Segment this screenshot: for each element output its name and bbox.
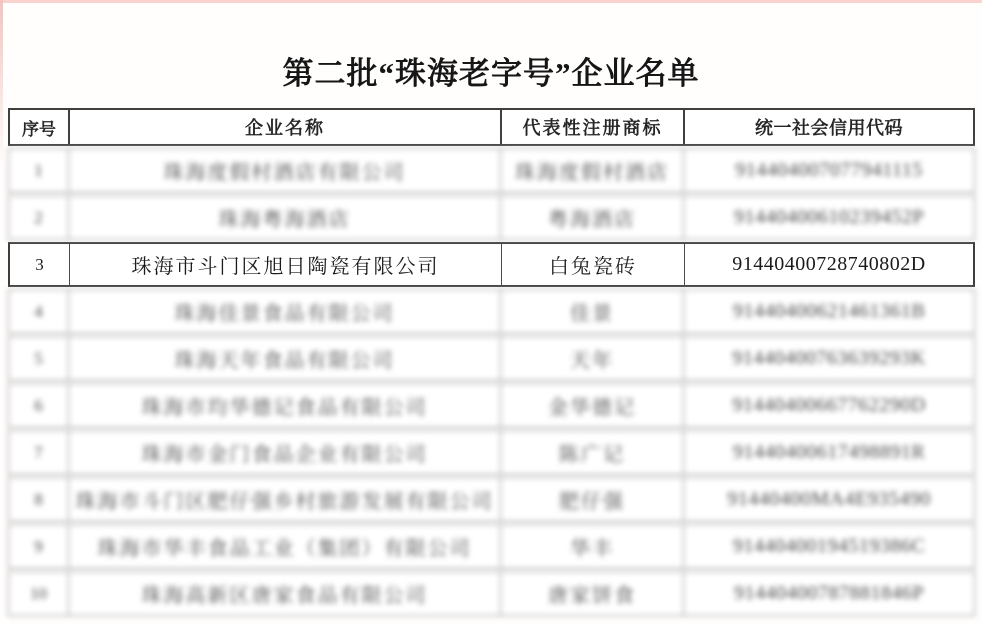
- cell-company-name: 珠海高新区唐家食品有限公司: [69, 572, 501, 615]
- cell-company-name: 珠海市华丰食品工业（集团）有限公司: [69, 525, 501, 568]
- cell-trademark: 华丰: [501, 525, 684, 568]
- cell-company-name: 珠海市均华德记食品有限公司: [69, 384, 501, 427]
- table-header-row: [8, 108, 975, 146]
- enterprise-table: [8, 108, 975, 616]
- cell-serial: 5: [9, 337, 69, 380]
- cell-trademark: 肥仔强: [501, 478, 684, 521]
- table-row: [8, 148, 975, 193]
- cell-serial: 7: [9, 431, 69, 474]
- cell-credit-code: 91440400763639293K: [732, 347, 926, 369]
- table-row: [8, 195, 975, 240]
- cell-credit-code: 91440400610239452P: [733, 206, 925, 228]
- cell-credit-code: 91440400787881846P: [733, 582, 925, 604]
- cell-serial: 3: [10, 244, 70, 285]
- cell-serial: 6: [9, 384, 69, 427]
- table-row: [8, 383, 975, 428]
- cell-trademark: 唐家饼食: [501, 572, 684, 615]
- cell-serial: 4: [9, 290, 69, 333]
- cell-company-name: 珠海天年食品有限公司: [69, 337, 501, 380]
- cell-trademark: 金华德记: [501, 384, 684, 427]
- table-row: [8, 524, 975, 569]
- cell-trademark: 佳景: [501, 290, 684, 333]
- cell-credit-code: 91440400621461361B: [732, 300, 926, 322]
- cell-serial: 1: [9, 149, 69, 192]
- header-trademark: 代表性注册商标: [502, 110, 685, 144]
- table-row: [8, 477, 975, 522]
- scan-edge-artifact-top: [0, 0, 982, 3]
- cell-company-name: 珠海粤海酒店: [69, 196, 501, 239]
- cell-company-name: 珠海佳景食品有限公司: [69, 290, 501, 333]
- cell-trademark: 粤海酒店: [501, 196, 684, 239]
- table-row: [8, 289, 975, 334]
- cell-trademark: 天年: [501, 337, 684, 380]
- cell-credit-code: 91440400667762290D: [732, 394, 926, 416]
- cell-company-name: 珠海市斗门区旭日陶瓷有限公司: [70, 244, 502, 285]
- header-serial: 序号: [10, 110, 70, 144]
- cell-serial: 9: [9, 525, 69, 568]
- cell-credit-code: 91440400MA4E935490: [727, 488, 931, 510]
- table-row: [8, 571, 975, 616]
- cell-serial: 2: [9, 196, 69, 239]
- cell-company-name: 珠海市金门食品企业有限公司: [69, 431, 501, 474]
- header-company-name: 企业名称: [70, 110, 502, 144]
- cell-credit-code: 914404007077941115: [735, 159, 923, 181]
- table-row: [8, 430, 975, 475]
- cell-serial: 8: [9, 478, 69, 521]
- table-row: [8, 242, 975, 287]
- cell-credit-code: 91440400194519386C: [732, 535, 926, 557]
- cell-trademark: 陈广记: [501, 431, 684, 474]
- cell-company-name: 珠海度假村酒店有限公司: [69, 149, 501, 192]
- cell-credit-code: 91440400728740802D: [732, 253, 926, 275]
- cell-credit-code: 91440400617498891R: [732, 441, 926, 463]
- cell-company-name: 珠海市斗门区肥仔强乡村旅游发展有限公司: [69, 478, 501, 521]
- table-row: [8, 336, 975, 381]
- header-credit-code: 统一社会信用代码: [755, 118, 903, 138]
- page-title: 第二批“珠海老字号”企业名单: [282, 56, 700, 91]
- cell-trademark: 珠海度假村酒店: [501, 149, 684, 192]
- cell-serial: 10: [9, 572, 69, 615]
- cell-trademark: 白兔瓷砖: [502, 244, 685, 285]
